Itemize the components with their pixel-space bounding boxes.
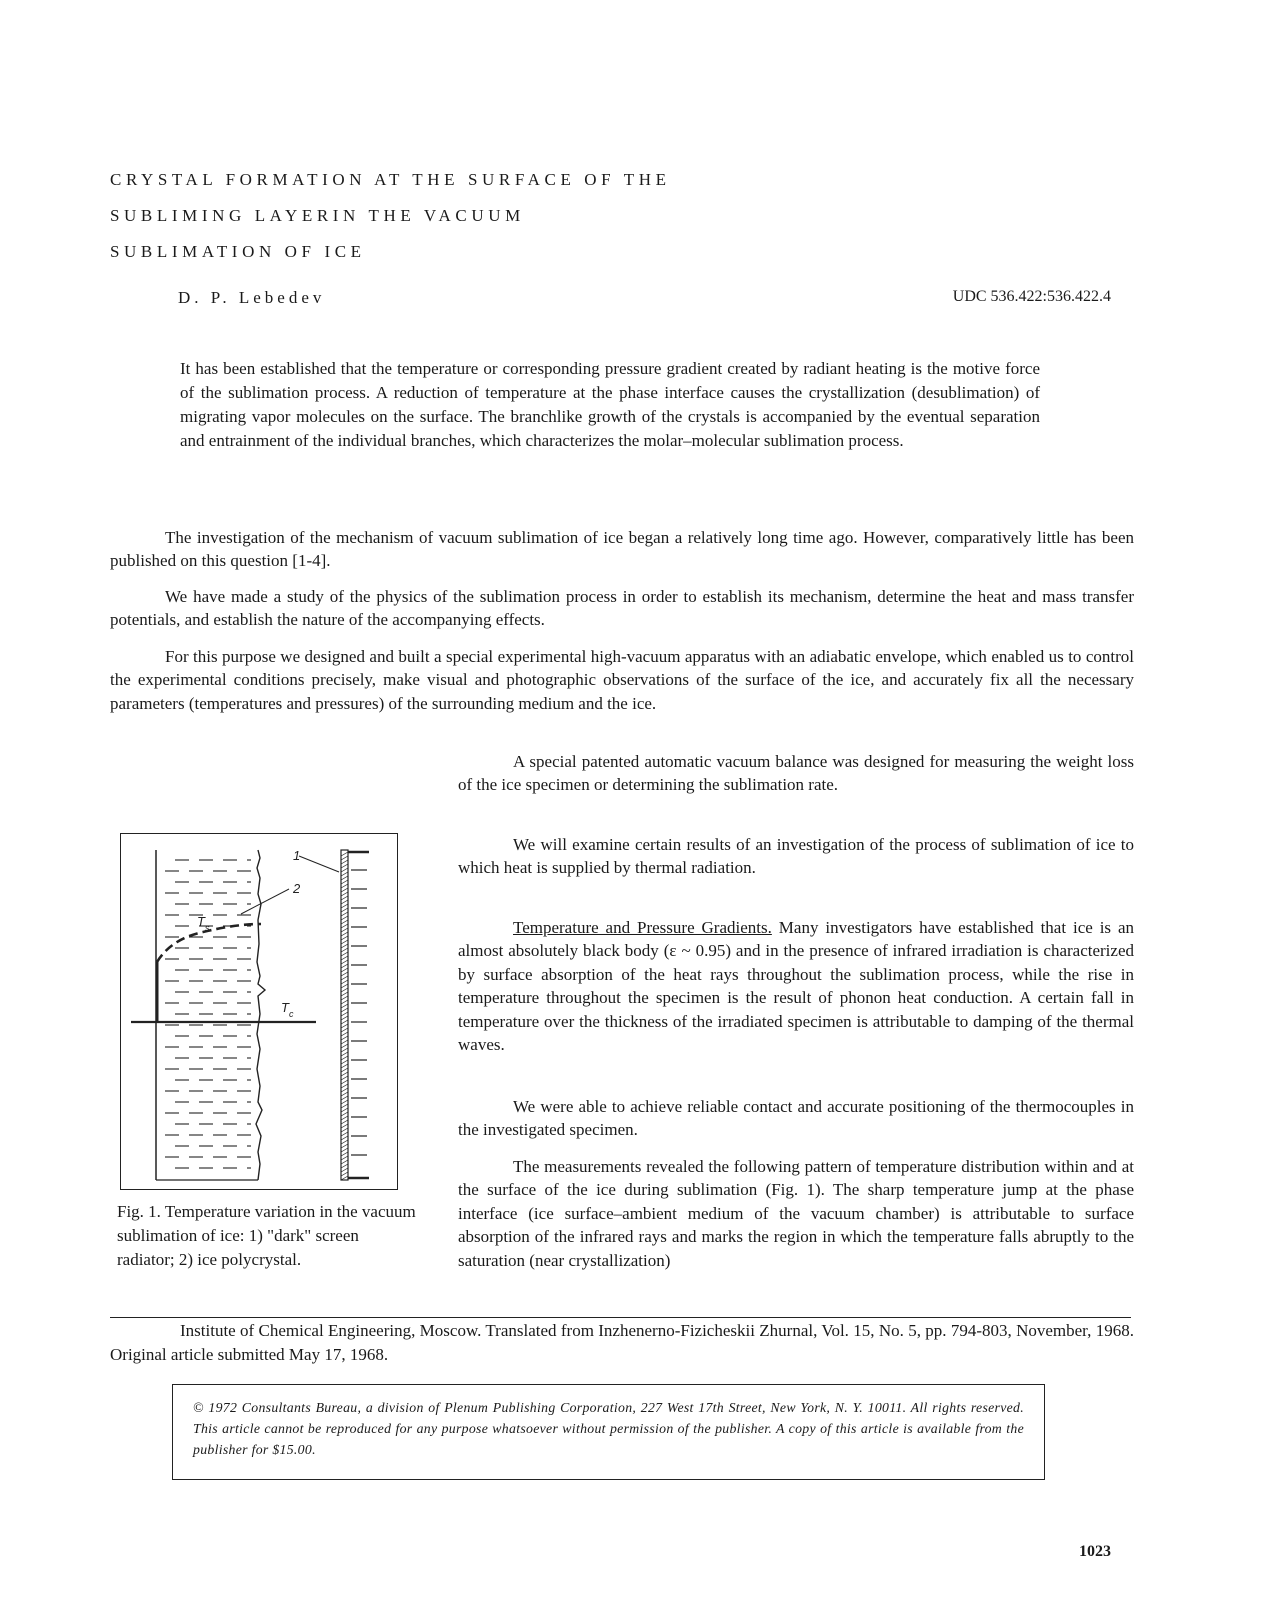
title-line-2: SUBLIMING LAYERIN THE VACUUM xyxy=(110,206,525,225)
institution-note: Institute of Chemical Engineering, Moscow. Translated from Inzhenerno-Fizicheskii Zhurnal, Vol. 15, No. 5, pp. 794-803, November, 1968. Original article submitted May 17, 1968. xyxy=(110,1321,1134,1364)
figure-1 xyxy=(120,833,398,1190)
figure-label-tc: T xyxy=(281,1000,289,1015)
figure-label-1: 1 xyxy=(293,848,301,863)
body-paragraph-2: We have made a study of the physics of the sublimation process in order to establish its mechanism, determine the heat and mass transfer potentials, and establish the nature of the accompanying effects. xyxy=(110,587,1134,630)
right-paragraph-2: We will examine certain results of an investigation of the process of sublimation of ice to which heat is supplied by thermal radiation. xyxy=(458,835,1134,878)
figure-label-ts-sub: s xyxy=(205,923,210,933)
abstract: It has been established that the temperature or corresponding pressure gradient created by radiant heating is the motive force of the sublimation process. A reduction of temperature at the phase interface causes the crystallization (desublimation) of migrating vapor molecules on the surface. The branchlike growth of the crystals is accompanied by the eventual separation and entrainment of the individual branches, which characterizes the molar–molecular sublimation process. xyxy=(180,359,1040,450)
copyright-box: © 1972 Consultants Bureau, a division of Plenum Publishing Corporation, 227 West 17th Street, New York, N. Y. 10011. All rights reserved. This article cannot be reproduced for any purpose whatsoever without permission of the publisher. A copy of this article is available from the publisher for $15.00. xyxy=(172,1384,1045,1480)
page-number: 1023 xyxy=(1079,1543,1111,1560)
right-paragraph-1: A special patented automatic vacuum balance was designed for measuring the weight loss of the ice specimen or determining the sublimation rate. xyxy=(458,752,1134,795)
figure-caption: Fig. 1. Temperature variation in the vacuum sublimation of ice: 1) "dark" screen radiator; 2) ice polycrystal. xyxy=(117,1202,416,1269)
right-paragraph-5: The measurements revealed the following pattern of temperature distribution within and at the surface of the ice during sublimation (Fig. 1). The sharp temperature jump at the phase interface (ice surface–ambient medium of the vacuum chamber) is attributable to surface absorption of the infrared rays and marks the region in which the temperature falls abruptly to the saturation (near crystallization) xyxy=(458,1157,1134,1270)
body-paragraph-1: The investigation of the mechanism of vacuum sublimation of ice began a relatively long time ago. However, comparatively little has been published on this question [1-4]. xyxy=(110,528,1134,571)
body-paragraph-3: For this purpose we designed and built a special experimental high-vacuum apparatus with an adiabatic envelope, which enabled us to control the experimental conditions precisely, make visual and photographic observations of the surface of the ice, and accurately fix all the necessary parameters (temperatures and pressures) of the surrounding medium and the ice. xyxy=(110,647,1134,713)
section-heading: Temperature and Pressure Gradients. xyxy=(513,918,772,937)
title-line-1: CRYSTAL FORMATION AT THE SURFACE OF THE xyxy=(110,170,671,189)
author: D. P. Lebedev xyxy=(178,288,326,307)
footer-rule xyxy=(110,1317,1131,1318)
title-line-3: SUBLIMATION OF ICE xyxy=(110,242,366,261)
figure-label-ts: T xyxy=(197,914,205,929)
right-paragraph-4: We were able to achieve reliable contact and accurate positioning of the thermocouples in the investigated specimen. xyxy=(458,1097,1134,1140)
figure-1-drawing xyxy=(121,834,396,1188)
figure-label-tc-sub: c xyxy=(289,1009,294,1019)
figure-label-2: 2 xyxy=(293,881,301,896)
udc-code: UDC 536.422:536.422.4 xyxy=(952,288,1111,305)
right-paragraph-3: Temperature and Pressure Gradients. Many investigators have established that ice is an almost absolutely black body (ε ~ 0.95) and in the presence of infrared irradiation is characterized by surface absorption of the heat rays throughout the sublimation process, while the rise in temperature throughout the specimen is the result of phonon heat conduction. A certain fall in temperature over the thickness of the irradiated specimen is attributable to damping of the thermal waves. xyxy=(458,918,1135,1055)
